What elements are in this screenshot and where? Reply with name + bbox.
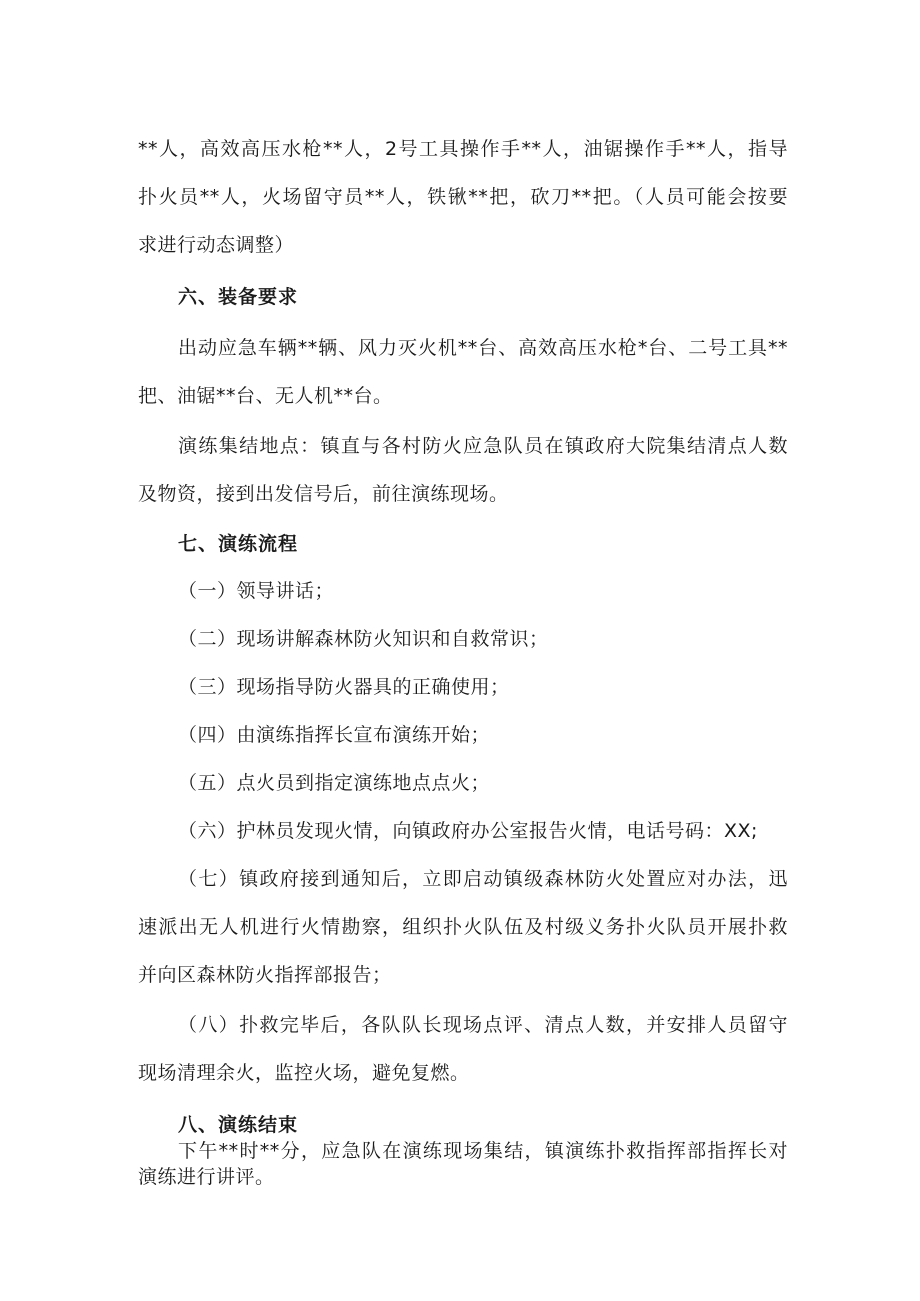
paragraph-conclusion-line-1: 下午**时**分，应急队在演练现场集结，镇演练扑救指挥部指挥长对: [178, 1140, 788, 1162]
procedure-step-8-line-1: （八）扑救完毕后，各队队长现场点评、清点人数，并安排人员留守: [178, 1014, 788, 1036]
procedure-step-7-line-3: 并向区森林防火指挥部报告；: [138, 964, 392, 986]
paragraph-equipment-line-1: 出动应急车辆**辆、风力灭火机**台、高效高压水枪*台、二号工具**: [178, 337, 788, 359]
procedure-step-3: （三）现场指导防火器具的正确使用；: [178, 676, 510, 698]
section-heading-equipment: 六、装备要求: [178, 286, 299, 308]
procedure-step-5: （五）点火员到指定演练地点点火；: [178, 772, 491, 794]
paragraph-staffing-line-1: **人，高效高压水枪**人，2号工具操作手**人，油锯操作手**人，指导: [138, 138, 788, 160]
procedure-step-6: （六）护林员发现火情，向镇政府办公室报告火情，电话号码：XX;: [178, 820, 758, 842]
procedure-step-7-line-2: 速派出无人机进行火情勘察，组织扑火队伍及村级义务扑火队员开展扑救: [138, 916, 788, 938]
paragraph-staffing-line-3: 求进行动态调整）: [138, 234, 295, 256]
paragraph-staffing-line-2: 扑火员**人，火场留守员**人，铁锹**把，砍刀**把。（人员可能会按要: [138, 186, 788, 208]
paragraph-equipment-line-2: 把、油锯**台、无人机**台。: [138, 385, 393, 407]
procedure-step-8-line-2: 现场清理余火，监控火场，避免复燃。: [138, 1062, 470, 1084]
section-heading-procedure: 七、演练流程: [178, 533, 299, 555]
section-heading-conclusion: 八、演练结束: [178, 1114, 299, 1136]
procedure-step-2: （二）现场讲解森林防火知识和自救常识；: [178, 628, 549, 650]
paragraph-conclusion-line-2: 演练进行讲评。: [138, 1166, 275, 1188]
paragraph-assembly-line-1: 演练集结地点：镇直与各村防火应急队员在镇政府大院集结清点人数: [178, 435, 788, 457]
procedure-step-4: （四）由演练指挥长宣布演练开始；: [178, 724, 491, 746]
procedure-step-1: （一）领导讲话；: [178, 580, 335, 602]
procedure-step-7-line-1: （七）镇政府接到通知后，立即启动镇级森林防火处置应对办法，迅: [178, 868, 788, 890]
paragraph-assembly-line-2: 及物资，接到出发信号后，前往演练现场。: [138, 483, 509, 505]
